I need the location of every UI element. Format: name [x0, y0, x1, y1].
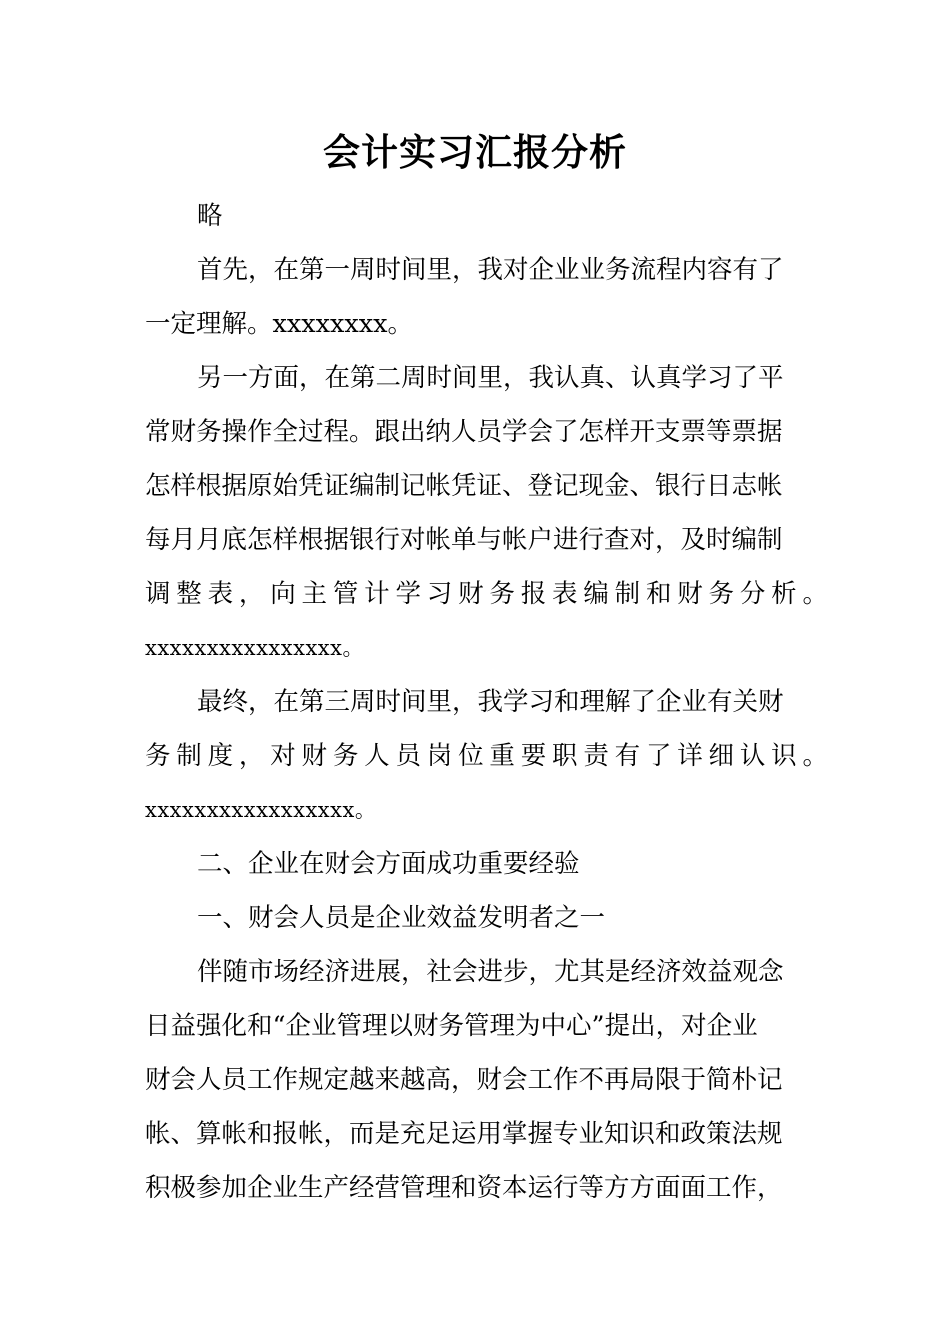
section-heading: 二、企业在财会方面成功重要经验 — [197, 849, 580, 879]
paragraph-line: 另一方面，在第二周时间里，我认真、认真学习了平 — [197, 363, 784, 393]
paragraph-line: 伴随市场经济进展，社会进步，尤其是经济效益观念 — [197, 957, 784, 987]
document-title: 会计实习汇报分析 — [323, 130, 627, 174]
paragraph-line: 调整表，向主管计学习财务报表编制和财务分析。 — [145, 579, 828, 609]
paragraph-line: 最终，在第三周时间里，我学习和理解了企业有关财 — [197, 687, 784, 717]
paragraph-line: 积极参加企业生产经营管理和资本运行等方方面面工作， — [145, 1173, 783, 1203]
paragraph-line: 帐、算帐和报帐，而是充足运用掌握专业知识和政策法规 — [145, 1119, 783, 1149]
subsection-heading: 一、财会人员是企业效益发明者之一 — [197, 903, 606, 933]
paragraph-line: 每月月底怎样根据银行对帐单与帐户进行查对，及时编制 — [145, 525, 783, 555]
paragraph-line: 日益强化和“企业管理以财务管理为中心”提出，对企业 — [145, 1011, 758, 1041]
paragraph-line: 财会人员工作规定越来越高，财会工作不再局限于简朴记 — [145, 1065, 783, 1095]
paragraph-line: 怎样根据原始凭证编制记帐凭证、登记现金、银行日志帐 — [145, 471, 783, 501]
paragraph-line: 常财务操作全过程。跟出纳人员学会了怎样开支票等票据 — [145, 417, 783, 447]
paragraph-line: xxxxxxxxxxxxxxxx。 — [145, 636, 364, 660]
paragraph-line: 一定理解。xxxxxxxx。 — [145, 309, 414, 339]
paragraph-line: xxxxxxxxxxxxxxxxx。 — [145, 798, 377, 822]
paragraph-line: 略 — [197, 201, 223, 231]
paragraph-line: 首先，在第一周时间里，我对企业业务流程内容有了 — [197, 255, 784, 285]
paragraph-line: 务制度，对财务人员岗位重要职责有了详细认识。 — [145, 741, 828, 771]
